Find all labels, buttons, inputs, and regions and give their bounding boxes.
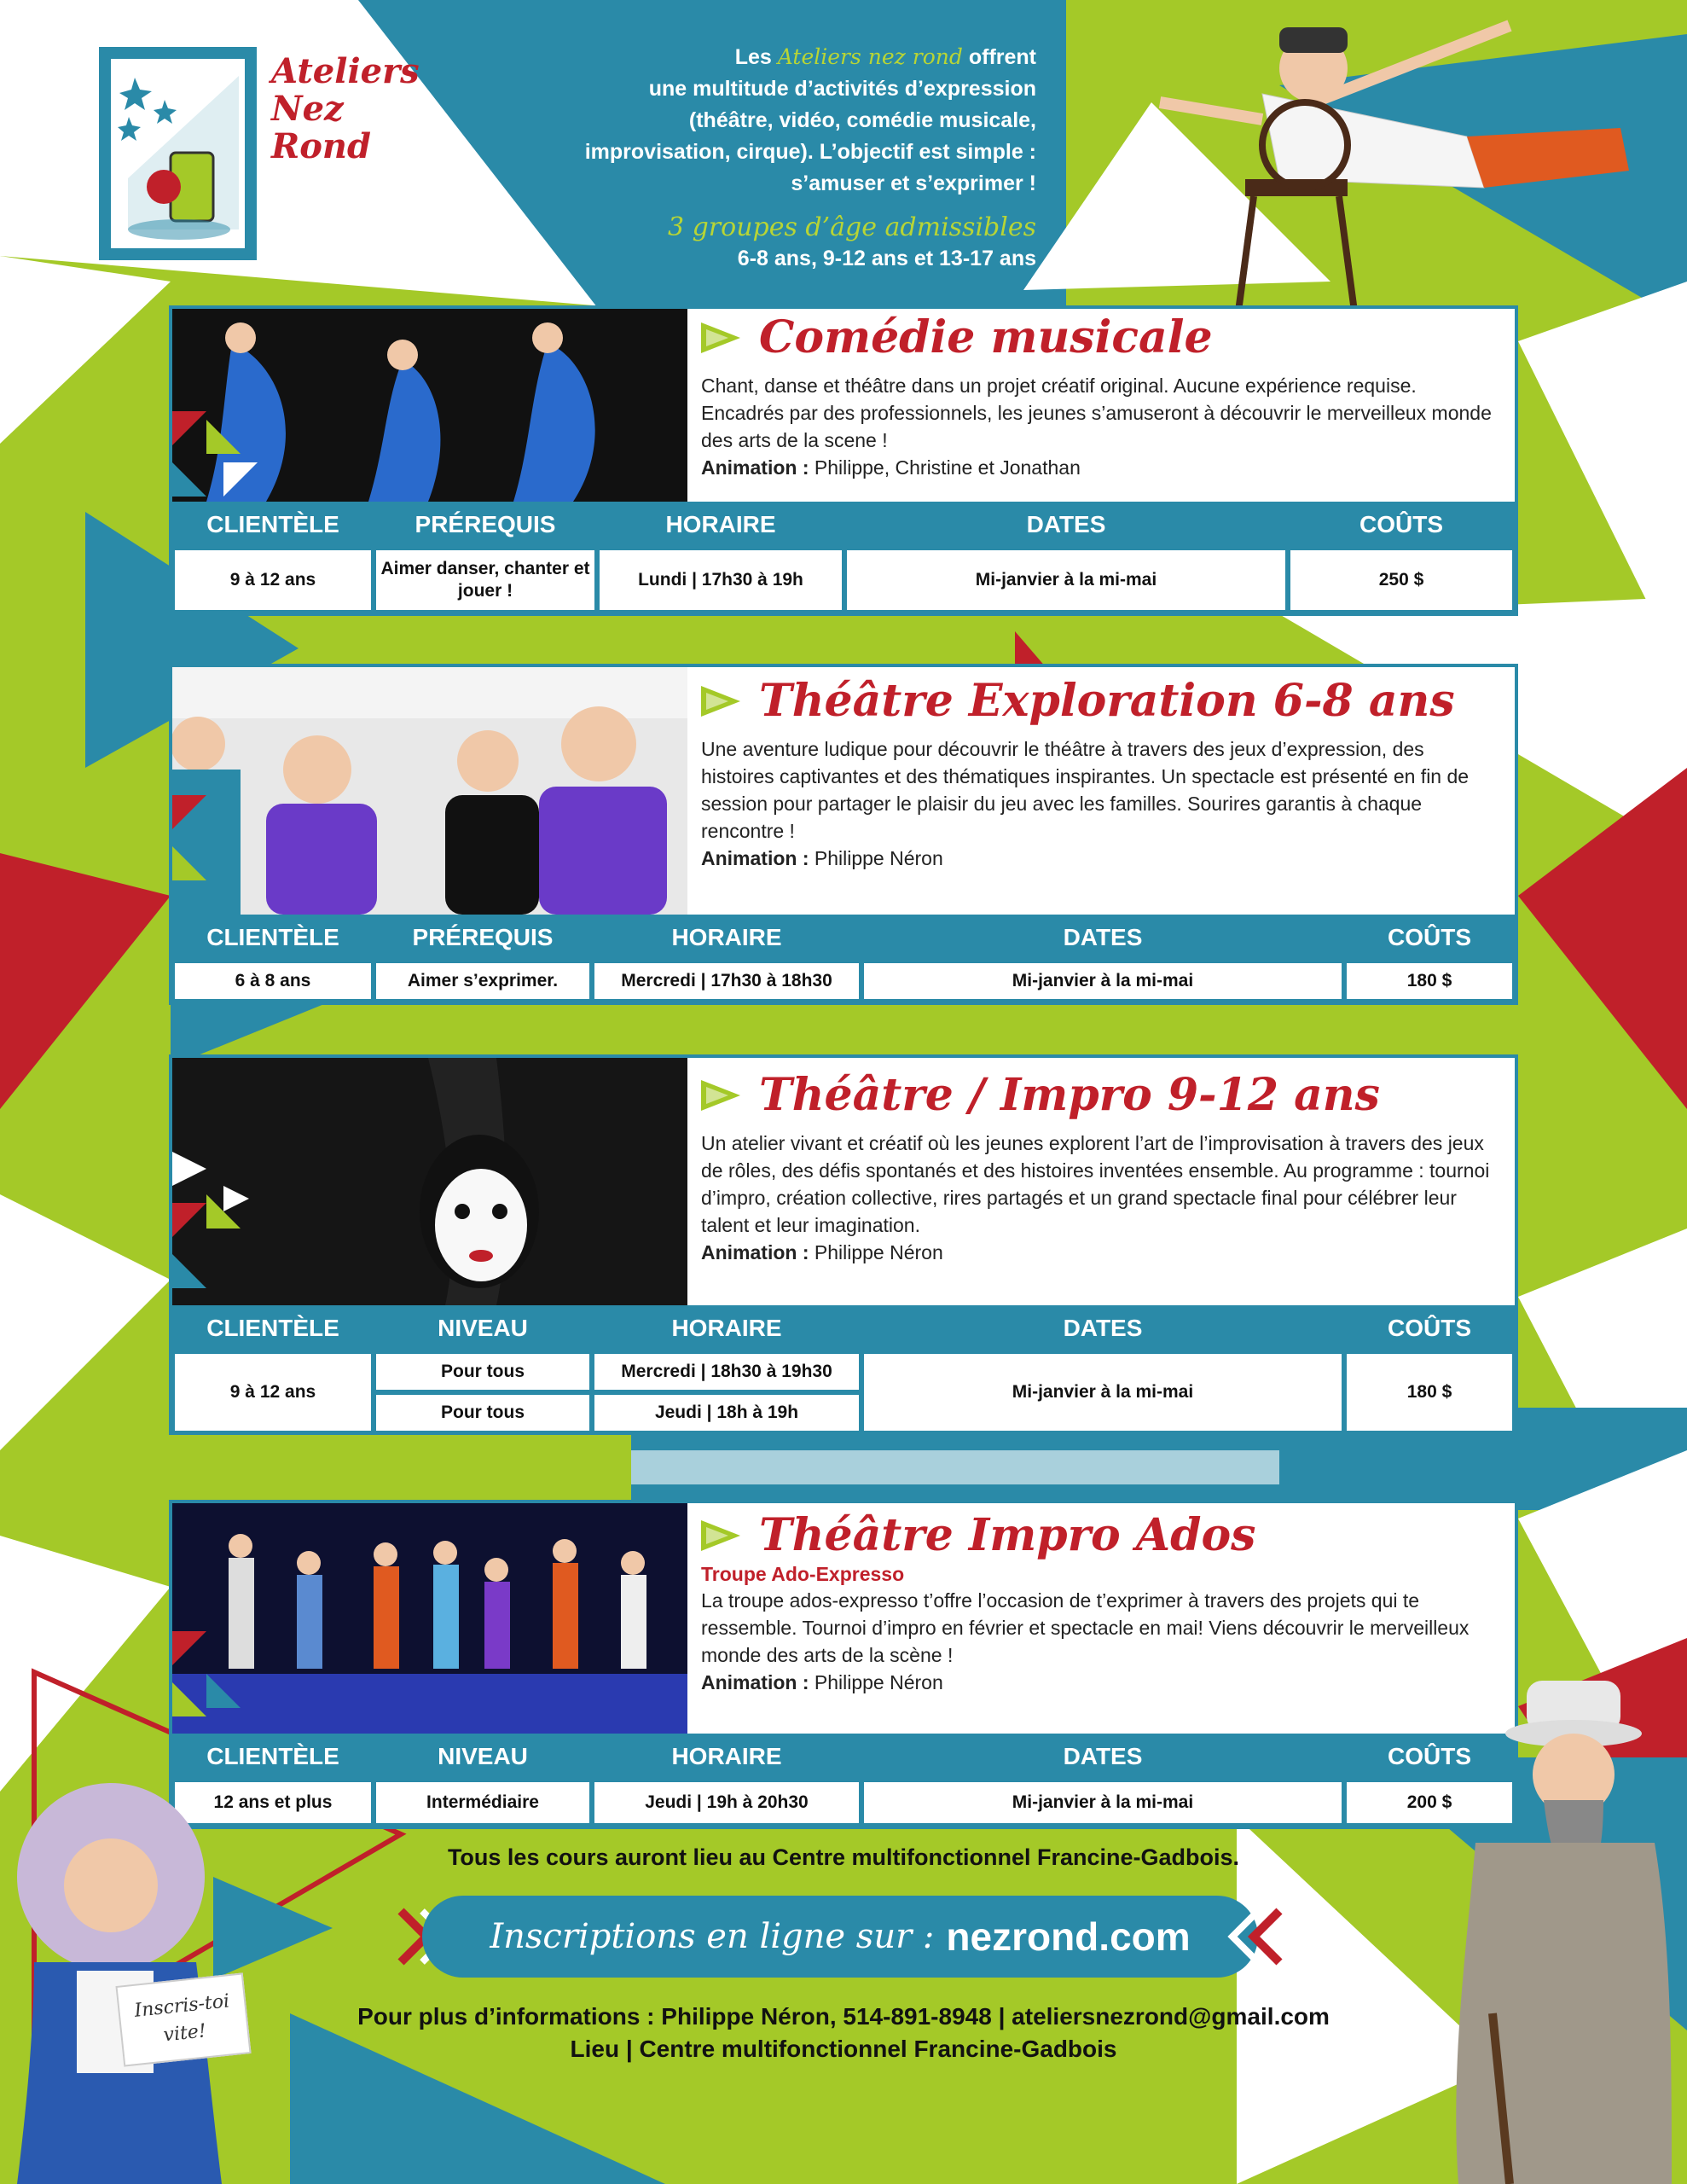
course-animators: Animation : Philippe Néron — [701, 1671, 943, 1693]
course-horaire: Mercredi | 18h30 à 19h30 — [592, 1351, 861, 1392]
course-dates: Mi-janvier à la mi-mai — [844, 548, 1288, 613]
course-photo — [172, 1503, 687, 1734]
course-description: La troupe ados-expresso t’offre l’occasion de t’exprimer à travers des projets qui te ressemble. Tournoi d’impro en février et spectacle en mai! Viens découvrir le merveilleux monde des arts de la scène ! — [701, 1589, 1470, 1666]
course-clientele: 9 à 12 ans — [172, 548, 374, 613]
sign-inscris-toi: Inscris-toi vite! — [115, 1972, 251, 2066]
course-photo — [172, 667, 687, 915]
header-performer-photo — [1109, 9, 1655, 324]
course-photo — [172, 309, 687, 502]
course-niveau: Intermédiaire — [374, 1780, 592, 1826]
course-couts: 180 $ — [1344, 1351, 1515, 1433]
course-title: Théâtre Exploration 6-8 ans — [701, 676, 1496, 727]
course-table-header: CLIENTÈLE NIVEAU HORAIRE DATES COÛTS — [172, 1305, 1515, 1351]
course-niveau: Pour tous — [374, 1351, 592, 1392]
play-arrow-icon — [701, 322, 740, 353]
course-card-comedie-musicale — [169, 305, 1518, 616]
course-animators: Animation : Philippe, Christine et Jonathan — [701, 456, 1081, 479]
course-table-header: CLIENTÈLE PRÉREQUIS HORAIRE DATES COÛTS — [172, 915, 1515, 961]
logo-illustration-icon — [111, 59, 245, 248]
website-link[interactable]: nezrond.com — [946, 1914, 1191, 1959]
course-couts: 180 $ — [1344, 961, 1515, 1002]
location-note: Tous les cours auront lieu au Centre multifonctionnel Francine-Gadbois. — [447, 1844, 1240, 1870]
course-card-theatre-impro-ados — [169, 1500, 1518, 1829]
course-title: Théâtre Impro Ados — [701, 1510, 1496, 1561]
age-groups-title: 3 groupes d’âge admissibles — [667, 212, 1036, 242]
course-card-theatre-exploration — [169, 664, 1518, 1005]
course-niveau: Pour tous — [374, 1392, 592, 1433]
logo-text: Ateliers Nez Rond — [271, 51, 420, 166]
chevrons-right-icon — [1220, 1902, 1296, 1971]
intro-text: Les Ateliers nez rond offrent une multitude d’activités d’expression (théâtre, vidéo, comédie musicale, improvisation, cirque). L’objectif est simple : s’amuser et s’exprimer ! 3 groupes d’âge admissibles 6-8 ans, 9-12 ans et 13-17 ans — [529, 41, 1036, 275]
course-horaire: Lundi | 17h30 à 19h — [597, 548, 844, 613]
registration-banner: Inscriptions en ligne sur : nezrond.com — [422, 1896, 1258, 1978]
course-dates: Mi-janvier à la mi-mai — [861, 1780, 1344, 1826]
course-horaire: Mercredi | 17h30 à 18h30 — [592, 961, 861, 1002]
course-description: Une aventure ludique pour découvrir le théâtre à travers des jeux d’expression, des histoires captivantes et des thématiques inspirantes. Un spectacle est présenté en fin de session pour partager le plaisir du jeu avec les familles. Sourires garantis à chaque rencontre ! — [701, 738, 1470, 842]
course-clientele: 12 ans et plus — [172, 1780, 374, 1826]
course-couts: 250 $ — [1288, 548, 1515, 613]
course-title: Théâtre / Impro 9-12 ans — [701, 1070, 1496, 1121]
course-horaire: Jeudi | 19h à 20h30 — [592, 1780, 861, 1826]
course-description: Un atelier vivant et créatif où les jeunes explorent l’art de l’improvisation à travers des jeux de rôles, des défis spontanés et des histoires inventées ensemble. Au programme : tournoi d’impro, création collective, rires partagés et un grand spectacle final pour célébrer leur talent et leur imagination. — [701, 1132, 1490, 1236]
course-animators: Animation : Philippe Néron — [701, 847, 943, 869]
course-card-theatre-impro-9-12 — [169, 1054, 1518, 1435]
course-clientele: 9 à 12 ans — [172, 1351, 374, 1433]
course-subtitle: Troupe Ado-Expresso — [701, 1563, 905, 1585]
course-description: Chant, danse et théâtre dans un projet créatif original. Aucune expérience requise. Encadrés par des professionnels, les jeunes s’amuseront à découvrir le merveilleux monde des arts de la scene ! — [701, 375, 1492, 451]
contact-info: Pour plus d’informations : Philippe Néron, 514-891-8948 | ateliersnezrond@gmail.com Lieu | Centre multifonctionnel Francine-Gadbois — [357, 2003, 1330, 2062]
course-dates: Mi-janvier à la mi-mai — [861, 1351, 1344, 1433]
play-arrow-icon — [701, 686, 740, 717]
course-animators: Animation : Philippe Néron — [701, 1241, 943, 1263]
play-arrow-icon — [701, 1520, 740, 1551]
course-couts: 200 $ — [1344, 1780, 1515, 1826]
course-horaire: Jeudi | 18h à 19h — [592, 1392, 861, 1433]
course-table-header: CLIENTÈLE NIVEAU HORAIRE DATES COÛTS — [172, 1734, 1515, 1780]
course-table-header: CLIENTÈLE PRÉREQUIS HORAIRE DATES COÛTS — [172, 502, 1515, 548]
age-groups: 6-8 ans, 9-12 ans et 13-17 ans — [737, 247, 1036, 270]
course-photo — [172, 1058, 687, 1305]
logo — [99, 47, 257, 260]
course-clientele: 6 à 8 ans — [172, 961, 374, 1002]
course-prerequis: Aimer s’exprimer. — [374, 961, 592, 1002]
footer-performer-right-photo — [1399, 1672, 1687, 2184]
course-prerequis: Aimer danser, chanter et jouer ! — [374, 548, 597, 613]
play-arrow-icon — [701, 1080, 740, 1111]
course-title: Comédie musicale — [701, 312, 1496, 363]
course-dates: Mi-janvier à la mi-mai — [861, 961, 1344, 1002]
